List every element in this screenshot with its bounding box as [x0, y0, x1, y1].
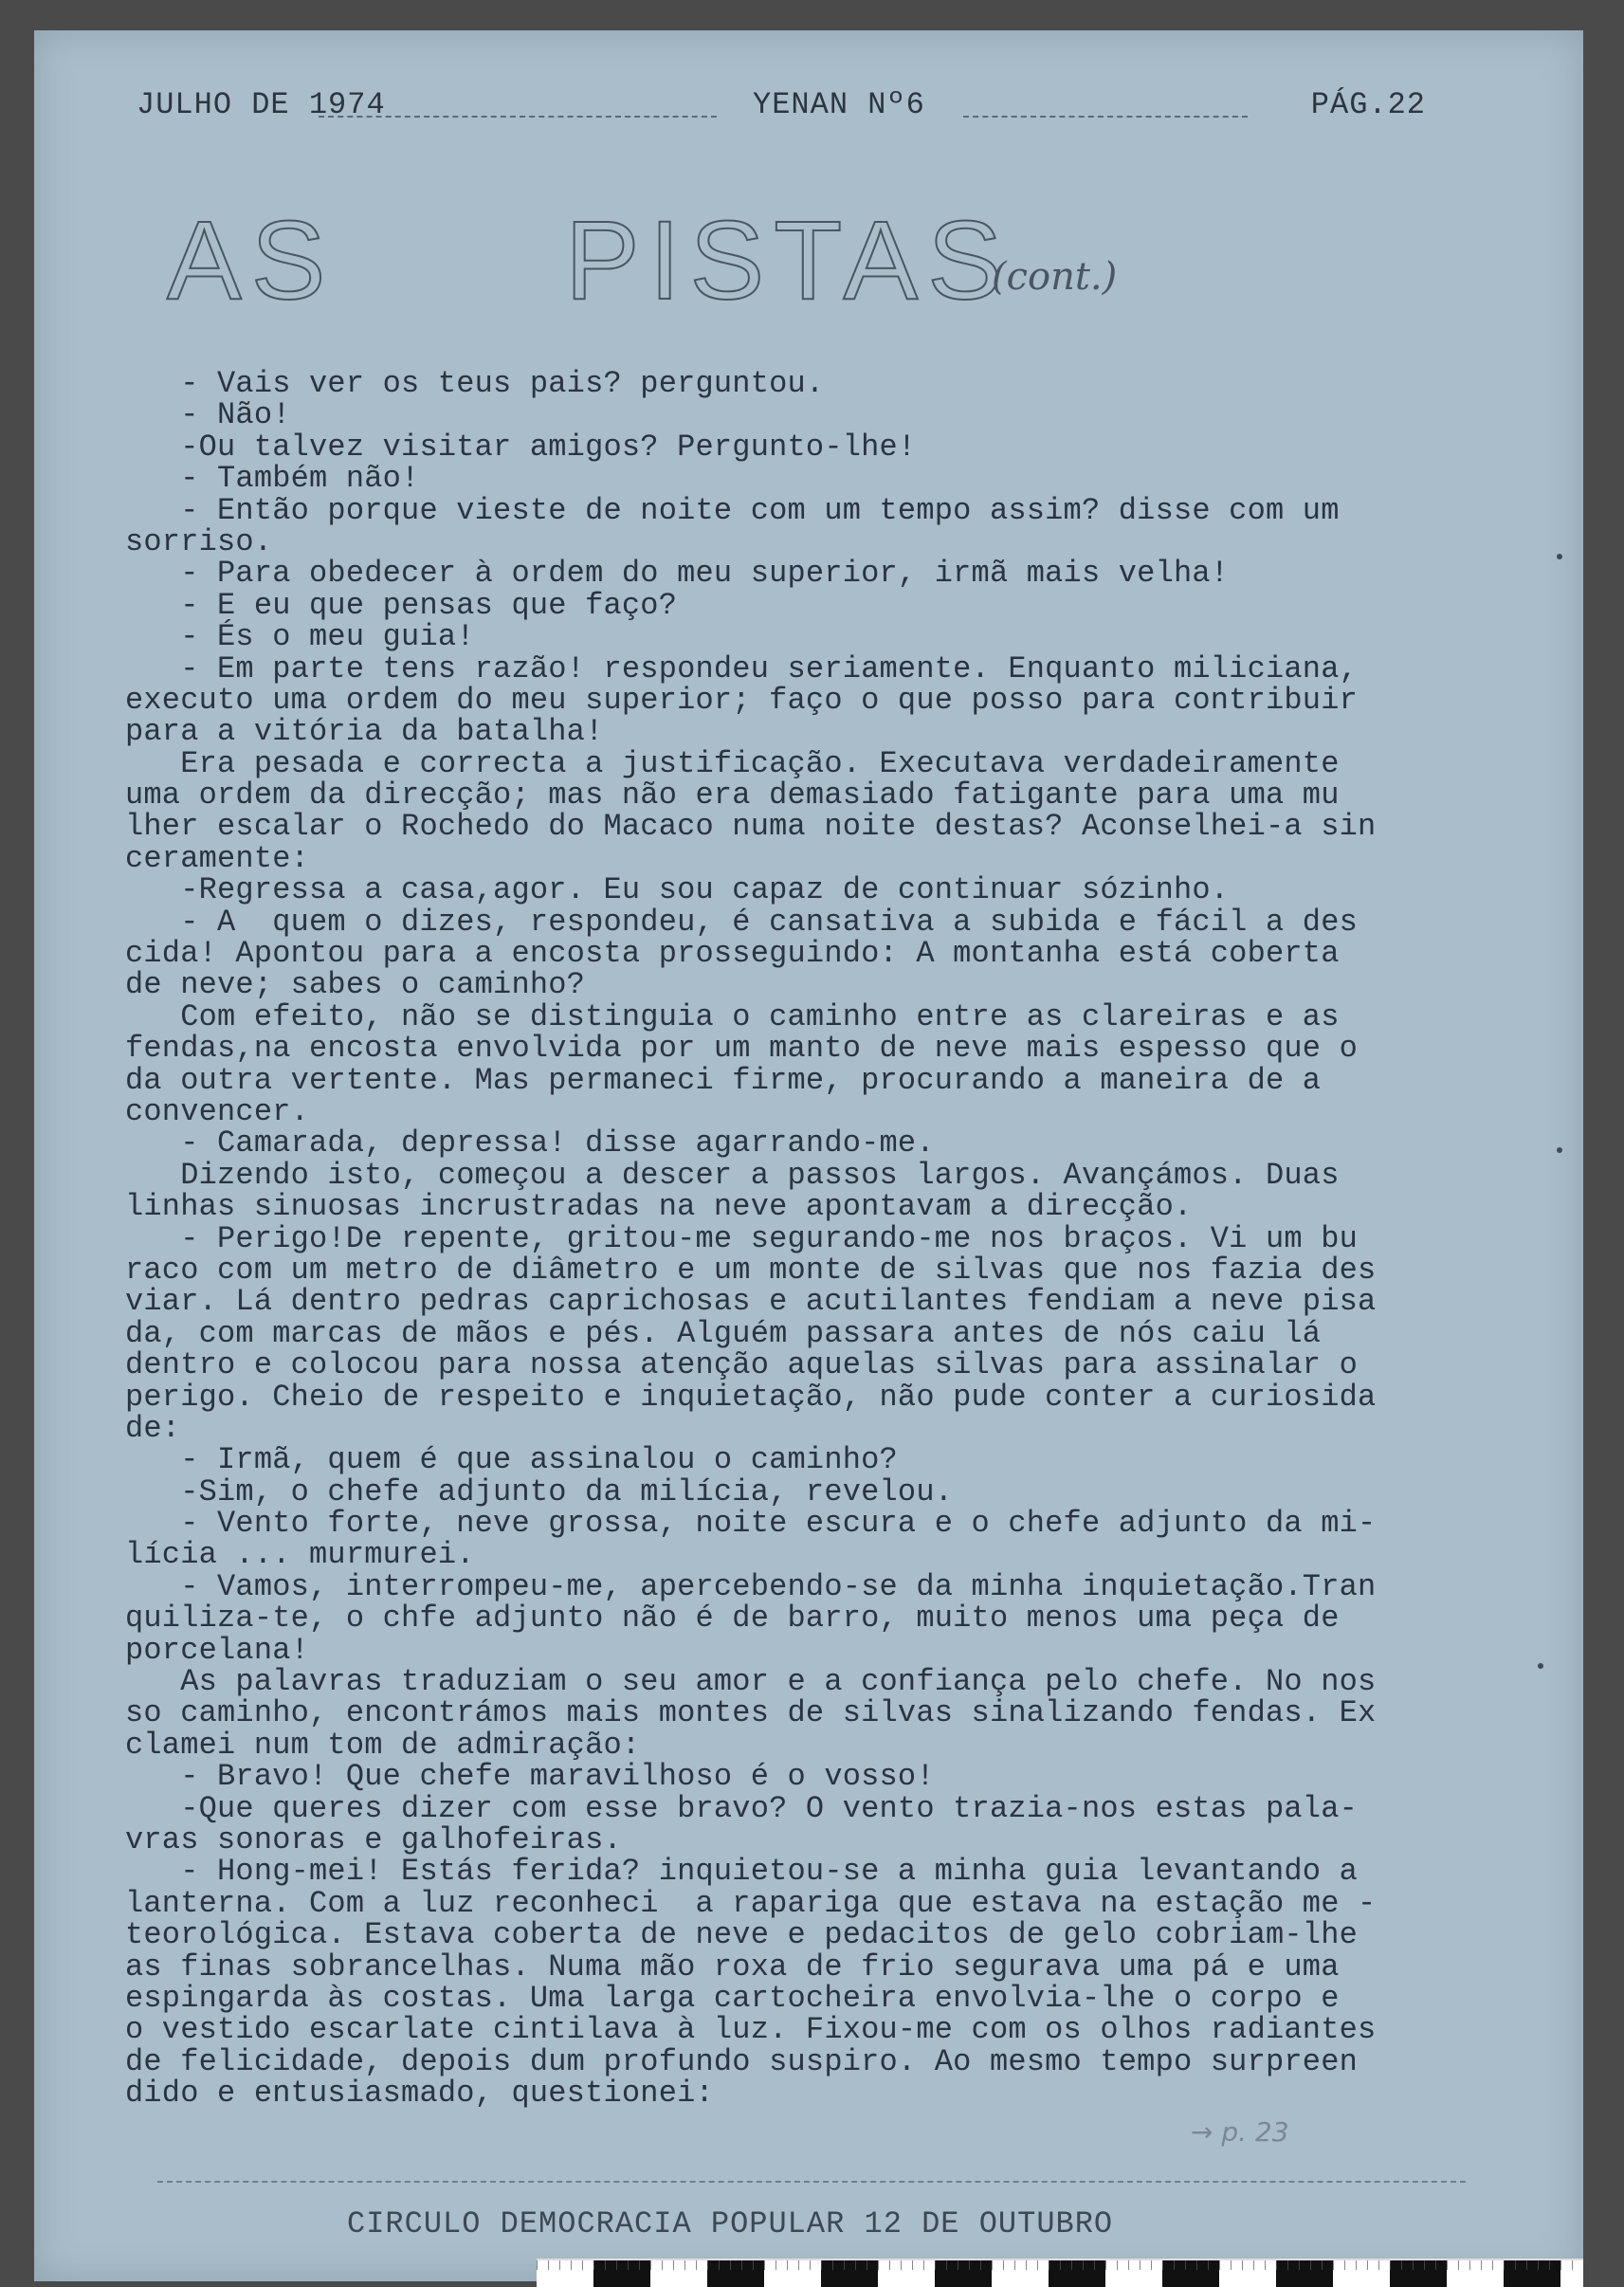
body-line: - E eu que pensas que faço? [125, 587, 678, 623]
body-line: - Irmã, quem é que assinalou o caminho? [125, 1442, 898, 1478]
header-page-number: PÁG.22 [1310, 87, 1426, 122]
body-line: quiliza-te, o chfe adjunto não é de barro, muito menos uma peça de [125, 1601, 1340, 1637]
body-line: convencer. [125, 1093, 310, 1129]
body-line: da, com marcas de mãos e pés. Alguém passara antes de nós caiu lá [125, 1315, 1322, 1351]
title-continued-note: (cont.) [992, 255, 1118, 299]
body-line: dido e entusiasmado, questionei: [125, 2076, 714, 2112]
body-line: - Em parte tens razão! respondeu seriamente. Enquanto miliciana, [125, 650, 1359, 686]
title-word-as: AS [167, 198, 336, 323]
body-line: - Então porque vieste de noite com um tempo assim? disse com um [125, 492, 1340, 528]
body-line: ceramente: [125, 840, 310, 876]
document-page [34, 30, 1583, 2281]
page-header [137, 87, 1426, 129]
body-line: perigo. Cheio de respeito e inquietação, não pude conter a curiosida [125, 1379, 1377, 1415]
margin-dot [1557, 554, 1562, 559]
body-line: -Regressa a casa,agor. Eu sou capaz de continuar sózinho. [125, 872, 1230, 908]
body-line: As palavras traduziam o seu amor e a confiança pelo chefe. No nos [125, 1664, 1377, 1700]
body-line: -Ou talvez visitar amigos? Pergunto-lhe! [125, 429, 917, 465]
header-rule-right [963, 116, 1248, 118]
body-line: dentro e colocou para nossa atenção aquelas silvas para assinalar o [125, 1347, 1359, 1383]
body-line: teorológica. Estava coberta de neve e pedacitos de gelo cobriam-lhe [125, 1917, 1359, 1953]
body-line: - A quem o dizes, respondeu, é cansativa a subida e fácil a des [125, 904, 1359, 940]
body-line: Dizendo isto, começou a descer a passos largos. Avançámos. Duas [125, 1157, 1340, 1193]
title-word-pistas: PISTAS [565, 198, 1012, 323]
body-line: executo uma ordem do meu superior; faço o que posso para contribuir [125, 682, 1359, 718]
body-line: clamei num tom de admiração: [125, 1727, 641, 1763]
body-line: so caminho, encontrámos mais montes de silvas sinalizando fendas. Ex [125, 1695, 1377, 1731]
body-line: uma ordem da direcção; mas não era demasiado fatigante para uma mu [125, 778, 1340, 814]
body-line: de: [125, 1410, 181, 1446]
ruler-ticks [537, 2260, 1583, 2270]
body-line: para a vitória da batalha! [125, 714, 604, 750]
body-line: - Também não! [125, 461, 420, 497]
body-line: o vestido escarlate cintilava à luz. Fixou-me com os olhos radiantes [125, 2012, 1377, 2048]
margin-dot [1538, 1663, 1543, 1669]
body-line: vras sonoras e galhofeiras. [125, 1821, 622, 1857]
header-rule-left [319, 116, 717, 118]
body-line: - Para obedecer à ordem do meu superior, irmã mais velha! [125, 556, 1230, 592]
body-line: - Perigo!De repente, gritou-me segurando-me nos braços. Vi um bu [125, 1220, 1359, 1256]
body-line: - Hong-mei! Estás ferida? inquietou-se a minha guia levantando a [125, 1854, 1359, 1890]
body-line: Com efeito, não se distinguia o caminho entre as clareiras e as [125, 998, 1340, 1034]
body-line: lher escalar o Rochedo do Macaco numa noite destas? Aconselhei-a sin [125, 809, 1377, 845]
body-line: -Sim, o chefe adjunto da milícia, revelou. [125, 1473, 954, 1509]
body-line: sorriso. [125, 523, 273, 559]
article-body [125, 366, 1490, 2112]
body-line: - Não! [125, 397, 291, 433]
footer-rule [157, 2181, 1466, 2183]
body-line: viar. Lá dentro pedras caprichosas e acutilantes fendiam a neve pisa [125, 1284, 1377, 1320]
body-line: - Bravo! Que chefe maravilhoso é o vosso! [125, 1759, 935, 1795]
body-line: - És o meu guia! [125, 619, 475, 655]
body-line: as finas sobrancelhas. Numa mão roxa de frio segurava uma pá e uma [125, 1949, 1340, 1985]
body-line: de neve; sabes o caminho? [125, 967, 586, 1003]
margin-dot [1557, 1147, 1562, 1153]
body-line: porcelana! [125, 1632, 310, 1668]
body-line: Era pesada e correcta a justificação. Executava verdadeiramente [125, 745, 1340, 781]
body-line: lícia ... murmurei. [125, 1537, 475, 1573]
body-line: lanterna. Com a luz reconheci a rapariga que estava na estação me - [125, 1885, 1377, 1921]
footer-organization: CIRCULO DEMOCRACIA POPULAR 12 DE OUTUBRO [347, 2206, 1114, 2241]
body-line: - Vais ver os teus pais? perguntou. [125, 366, 825, 401]
body-line: - Vamos, interrompeu-me, apercebendo-se da minha inquietação.Tran [125, 1568, 1377, 1604]
body-line: -Que queres dizer com esse bravo? O vento trazia-nos estas pala- [125, 1790, 1359, 1826]
body-line: da outra vertente. Mas permaneci firme, procurando a maneira de a [125, 1062, 1322, 1098]
body-line: - Vento forte, neve grossa, noite escura e o chefe adjunto da mi- [125, 1506, 1377, 1542]
body-line: - Camarada, depressa! disse agarrando-me. [125, 1125, 935, 1162]
article-title [167, 196, 1305, 338]
body-line: fendas,na encosta envolvida por um manto de neve mais espesso que o [125, 1031, 1359, 1067]
body-line: espingarda às costas. Uma larga cartocheira envolvia-lhe o corpo e [125, 1980, 1340, 2016]
pencil-annotation: → p. 23 [1191, 2116, 1289, 2148]
header-publication: YENAN Nº6 [753, 87, 925, 122]
body-line: cida! Apontou para a encosta prosseguindo: A montanha está coberta [125, 936, 1340, 972]
scale-ruler [537, 2259, 1583, 2287]
header-date: JULHO DE 1974 [137, 87, 386, 122]
body-line: linhas sinuosas incrustradas na neve apontavam a direcção. [125, 1189, 1193, 1225]
body-line: de felicidade, depois dum profundo suspiro. Ao mesmo tempo surpreen [125, 2043, 1359, 2079]
body-line: raco com um metro de diâmetro e um monte de silvas que nos fazia des [125, 1252, 1377, 1288]
